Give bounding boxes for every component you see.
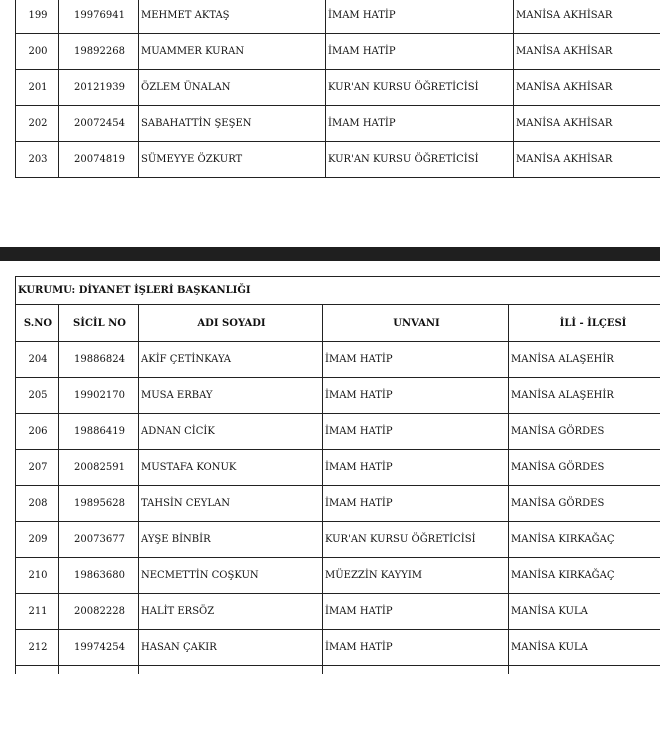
cell-unvan: KUR'AN KURSU ÖĞRETİCİSİ: [326, 70, 514, 106]
table-row: [16, 486, 660, 522]
table-row: [16, 414, 660, 450]
cell-ilce: MANİSA AKHİSAR: [514, 70, 660, 106]
cell-name: HASAN ÇAKIR: [139, 630, 323, 666]
cell-name: MUSA ERBAY: [139, 378, 323, 414]
cell-ilce: MANİSA AKHİSAR: [514, 142, 660, 178]
cell-sicil: 20121939: [59, 70, 139, 106]
cell-unvan: KUR'AN KURSU ÖĞRETİCİSİ: [323, 522, 509, 558]
cell-sicil: 19886824: [59, 342, 139, 378]
partial-cell: [16, 666, 59, 675]
cell-unvan: İMAM HATİP: [326, 0, 514, 34]
cell-sicil: 19863680: [59, 558, 139, 594]
cell-ilce: MANİSA GÖRDES: [509, 450, 660, 486]
cell-sicil: 20073677: [59, 522, 139, 558]
cell-ilce: MANİSA GÖRDES: [509, 486, 660, 522]
cell-sicil: 19976941: [59, 0, 139, 34]
bottom-table-body: [16, 277, 660, 675]
cell-sno: 204: [16, 342, 59, 378]
cell-sno: 209: [16, 522, 59, 558]
header-sicil: SİCİL NO: [59, 305, 139, 342]
cell-unvan: KUR'AN KURSU ÖĞRETİCİSİ: [326, 142, 514, 178]
cell-unvan: İMAM HATİP: [326, 106, 514, 142]
cell-ilce: MANİSA AKHİSAR: [514, 106, 660, 142]
cell-ilce: MANİSA KIRKAĞAÇ: [509, 558, 660, 594]
cell-name: ÖZLEM ÜNALAN: [139, 70, 326, 106]
cell-sno: 205: [16, 378, 59, 414]
cell-name: TAHSİN CEYLAN: [139, 486, 323, 522]
cell-name: AYŞE BİNBİR: [139, 522, 323, 558]
cell-name: MEHMET AKTAŞ: [139, 0, 326, 34]
cell-name: SABAHATTİN ŞEŞEN: [139, 106, 326, 142]
bottom-table: [15, 276, 660, 674]
kurum-title: KURUMU: DİYANET İŞLERİ BAŞKANLIĞI: [16, 277, 660, 305]
partial-cell: [323, 666, 509, 675]
cell-sno: 201: [16, 70, 59, 106]
cell-sno: 210: [16, 558, 59, 594]
header-ilce: İLİ - İLÇESİ: [509, 305, 660, 342]
cell-unvan: İMAM HATİP: [323, 378, 509, 414]
cell-unvan: İMAM HATİP: [323, 630, 509, 666]
cell-unvan: İMAM HATİP: [323, 414, 509, 450]
top-table: [15, 0, 660, 178]
cell-sno: 212: [16, 630, 59, 666]
header-sno: S.NO: [16, 305, 59, 342]
table-row: [16, 70, 660, 106]
cell-unvan: İMAM HATİP: [323, 594, 509, 630]
cell-name: AKİF ÇETİNKAYA: [139, 342, 323, 378]
table-row: [16, 522, 660, 558]
cell-name: SÜMEYYE ÖZKURT: [139, 142, 326, 178]
cell-sno: 202: [16, 106, 59, 142]
cell-sno: 199: [16, 0, 59, 34]
cell-unvan: İMAM HATİP: [326, 34, 514, 70]
cell-unvan: İMAM HATİP: [323, 450, 509, 486]
cell-sicil: 20072454: [59, 106, 139, 142]
cell-sicil: 19974254: [59, 630, 139, 666]
cell-ilce: MANİSA AKHİSAR: [514, 0, 660, 34]
cell-ilce: MANİSA GÖRDES: [509, 414, 660, 450]
table-row-partial: [16, 666, 660, 675]
table-row: [16, 450, 660, 486]
header-unvan: UNVANI: [323, 305, 509, 342]
table-row: [16, 630, 660, 666]
cell-name: MUAMMER KURAN: [139, 34, 326, 70]
page-divider: [0, 247, 660, 261]
table-row: [16, 0, 660, 34]
cell-ilce: MANİSA KULA: [509, 630, 660, 666]
cell-sno: 211: [16, 594, 59, 630]
partial-cell: [509, 666, 660, 675]
cell-sno: 208: [16, 486, 59, 522]
header-name: ADI SOYADI: [139, 305, 323, 342]
partial-cell: [139, 666, 323, 675]
cell-sno: 203: [16, 142, 59, 178]
cell-ilce: MANİSA KIRKAĞAÇ: [509, 522, 660, 558]
cell-unvan: İMAM HATİP: [323, 486, 509, 522]
cell-sno: 200: [16, 34, 59, 70]
cell-ilce: MANİSA ALAŞEHİR: [509, 378, 660, 414]
table-row: [16, 342, 660, 378]
cell-sno: 207: [16, 450, 59, 486]
header-row: [16, 305, 660, 342]
table-row: [16, 558, 660, 594]
table-row: [16, 378, 660, 414]
cell-sicil: 20082591: [59, 450, 139, 486]
cell-sicil: 19895628: [59, 486, 139, 522]
cell-ilce: MANİSA KULA: [509, 594, 660, 630]
cell-sicil: 20074819: [59, 142, 139, 178]
top-table-body: [16, 0, 660, 178]
cell-ilce: MANİSA AKHİSAR: [514, 34, 660, 70]
cell-sicil: 20082228: [59, 594, 139, 630]
table-row: [16, 594, 660, 630]
cell-sicil: 19886419: [59, 414, 139, 450]
cell-name: HALİT ERSÖZ: [139, 594, 323, 630]
partial-cell: [59, 666, 139, 675]
cell-ilce: MANİSA ALAŞEHİR: [509, 342, 660, 378]
cell-name: ADNAN CİCİK: [139, 414, 323, 450]
table-row: [16, 34, 660, 70]
cell-unvan: İMAM HATİP: [323, 342, 509, 378]
cell-sicil: 19902170: [59, 378, 139, 414]
cell-sno: 206: [16, 414, 59, 450]
cell-name: MUSTAFA KONUK: [139, 450, 323, 486]
table-row: [16, 106, 660, 142]
cell-sicil: 19892268: [59, 34, 139, 70]
cell-unvan: MÜEZZİN KAYYIM: [323, 558, 509, 594]
cell-name: NECMETTİN COŞKUN: [139, 558, 323, 594]
table-row: [16, 142, 660, 178]
kurum-row: [16, 277, 660, 305]
